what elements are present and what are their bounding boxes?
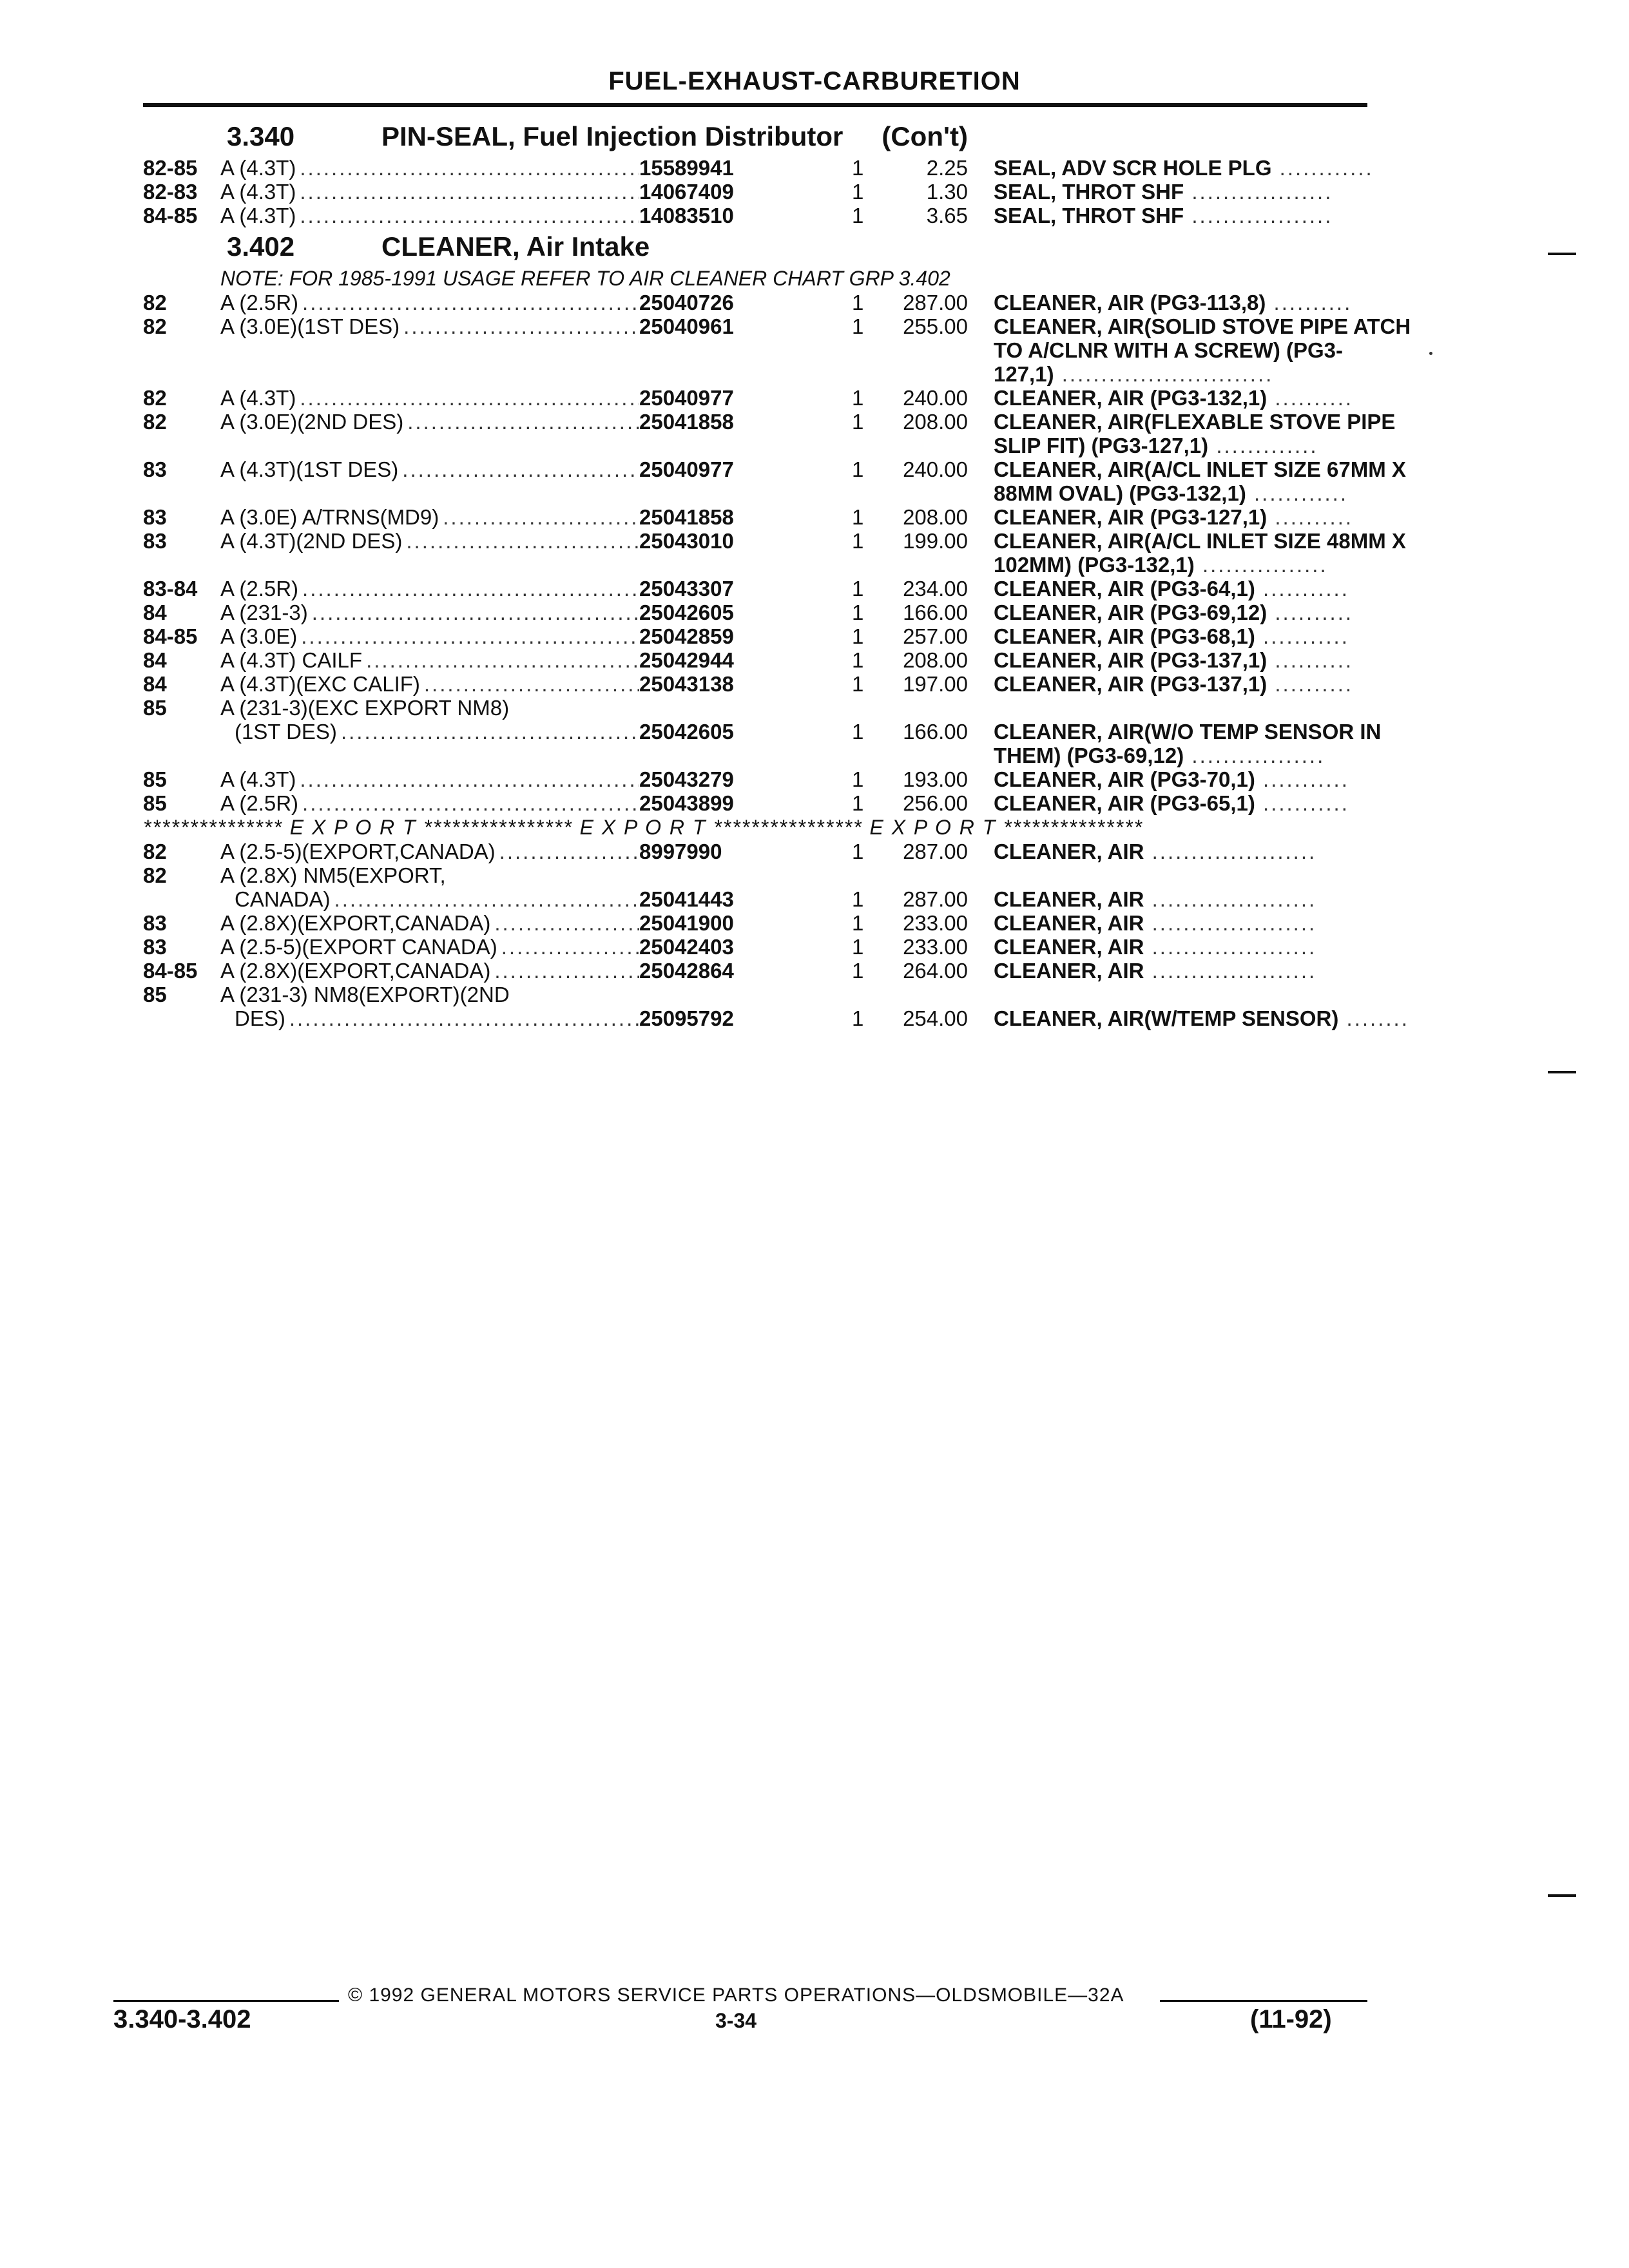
application	[220, 577, 639, 601]
table-row	[143, 648, 1367, 672]
page-header-title: FUEL-EXHAUST-CARBURETION	[608, 67, 1021, 95]
description-text: CLEANER, AIR(A/CL INLET SIZE 48MM X 102MM) (PG3-132,1)	[994, 529, 1406, 577]
list-price: 254.00	[903, 1006, 968, 1030]
section-3-402-rows	[143, 291, 1411, 815]
description-text: SEAL, THROT SHF	[994, 204, 1184, 227]
table-row	[143, 156, 1374, 180]
description-text: CLEANER, AIR	[994, 959, 1144, 983]
leader-dots: .....................	[1144, 959, 1317, 983]
table-row	[143, 180, 1367, 204]
part-number: 25041858	[639, 410, 734, 434]
part-number: 25095792	[639, 1006, 734, 1030]
part-number: 8997990	[639, 840, 722, 863]
part-number: 25042864	[639, 959, 734, 983]
description-text: SEAL, THROT SHF	[994, 180, 1184, 204]
leader-dots: ..................	[1184, 180, 1333, 204]
quantity: 1	[852, 959, 864, 983]
table-row	[143, 601, 1367, 624]
application	[220, 505, 639, 529]
list-price: 208.00	[903, 648, 968, 672]
table-row	[143, 791, 1367, 815]
application	[220, 180, 639, 204]
list-price: 2.25	[926, 156, 968, 180]
table-row	[143, 959, 1367, 983]
description	[994, 672, 1464, 696]
footer-rule-right	[1160, 2000, 1367, 2002]
application-line: A (4.3T) .....	[220, 156, 639, 180]
description	[994, 911, 1464, 935]
table-row	[143, 767, 1367, 791]
application-line: A (3.0E)(1ST DES) .....	[220, 314, 639, 338]
table-row	[143, 457, 1406, 505]
leader-dots: ...........................	[1054, 362, 1274, 386]
quantity: 1	[852, 840, 864, 863]
quantity: 1	[852, 935, 864, 959]
part-number: 25043899	[639, 791, 734, 815]
list-price: 193.00	[903, 767, 968, 791]
quantity: 1	[852, 180, 864, 204]
application-line: A (2.5R) .....	[220, 291, 639, 314]
scan-speck	[1429, 352, 1432, 355]
list-price: 199.00	[903, 529, 968, 553]
application	[220, 457, 639, 505]
application	[220, 935, 639, 959]
description	[994, 624, 1464, 648]
leader-dots: ...........	[1255, 767, 1349, 791]
application-line: A (4.3T)(1ST DES) .....	[220, 457, 639, 481]
part-number: 25042944	[639, 648, 734, 672]
application-line: A (2.5R) .....	[220, 577, 639, 601]
table-row	[143, 863, 1367, 911]
section-number: 3.402	[227, 231, 295, 262]
application	[220, 386, 639, 410]
description	[994, 648, 1464, 672]
application	[220, 672, 639, 696]
description	[994, 696, 1464, 767]
export-rows	[143, 840, 1409, 1030]
list-price: 197.00	[903, 672, 968, 696]
description-text: CLEANER, AIR (PG3-68,1)	[994, 624, 1255, 648]
quantity: 1	[852, 156, 864, 180]
scan-edge-mark	[1548, 1894, 1576, 1897]
application-line: A (4.3T) .....	[220, 386, 639, 410]
part-number: 25043307	[639, 577, 734, 601]
application	[220, 624, 639, 648]
section-title: CLEANER, Air Intake	[381, 231, 650, 262]
description-text: CLEANER, AIR(W/TEMP SENSOR)	[994, 1006, 1339, 1030]
table-row	[143, 672, 1367, 696]
quantity: 1	[852, 529, 864, 553]
application-line: A (2.8X) NM5(EXPORT,	[220, 863, 446, 887]
description	[994, 529, 1464, 577]
application-line: (1ST DES) .....	[220, 720, 639, 744]
application-line: A (2.8X)(EXPORT,CANADA) .....	[220, 911, 639, 935]
part-number: 25041443	[639, 887, 734, 911]
description-text: CLEANER, AIR	[994, 935, 1144, 959]
part-number: 25040977	[639, 457, 734, 481]
section-3-402-heading	[143, 227, 1367, 266]
leader-dots: ...........	[1255, 791, 1349, 815]
list-price: 208.00	[903, 410, 968, 434]
leader-dots: ..........	[1267, 505, 1354, 529]
quantity: 1	[852, 577, 864, 601]
continued-label: (Con't)	[882, 121, 968, 151]
list-price: 3.65	[926, 204, 968, 227]
description-text: CLEANER, AIR(FLEXABLE STOVE PIPE SLIP FIT) (PG3-127,1)	[994, 410, 1396, 457]
leader-dots: ..........	[1267, 386, 1354, 410]
leader-dots: ..................	[1184, 204, 1333, 227]
application	[220, 601, 639, 624]
year-range: 84-85	[143, 204, 198, 227]
description	[994, 457, 1464, 505]
part-number: 14083510	[639, 204, 734, 227]
description-text: CLEANER, AIR	[994, 887, 1144, 911]
year-range: 82	[143, 410, 167, 434]
description-text: CLEANER, AIR(SOLID STOVE PIPE ATCH TO A/CLNR WITH A SCREW) (PG3- 127,1)	[994, 314, 1411, 386]
description-text: CLEANER, AIR (PG3-70,1)	[994, 767, 1255, 791]
description	[994, 577, 1464, 601]
description-text: CLEANER, AIR(W/O TEMP SENSOR IN THEM) (PG3-69,12)	[994, 720, 1382, 767]
description	[994, 180, 1464, 204]
year-range: 82	[143, 863, 167, 887]
leader-dots: .....................	[1144, 840, 1317, 863]
year-range: 85	[143, 696, 167, 720]
application	[220, 314, 639, 386]
quantity: 1	[852, 314, 864, 338]
application	[220, 863, 639, 911]
application-line: A (2.5R) .....	[220, 791, 639, 815]
year-range: 82	[143, 291, 167, 314]
table-row	[143, 935, 1367, 959]
year-range: 83	[143, 457, 167, 481]
list-price: 1.30	[926, 180, 968, 204]
application-line: A (3.0E) .....	[220, 624, 639, 648]
table-row	[143, 204, 1367, 227]
table-row	[143, 314, 1411, 386]
application	[220, 959, 639, 983]
part-number: 25042605	[639, 720, 734, 744]
leader-dots: .....................	[1144, 887, 1317, 911]
list-price: 166.00	[903, 720, 968, 744]
section-number: 3.340	[227, 121, 295, 151]
application	[220, 648, 639, 672]
quantity: 1	[852, 648, 864, 672]
description-text: CLEANER, AIR (PG3-113,8)	[994, 291, 1266, 314]
application-line: A (4.3T) .....	[220, 180, 639, 204]
quantity: 1	[852, 457, 864, 481]
application	[220, 791, 639, 815]
table-row	[143, 291, 1367, 314]
list-price: 255.00	[903, 314, 968, 338]
application	[220, 696, 639, 767]
leader-dots: .....................	[1144, 935, 1317, 959]
quantity: 1	[852, 791, 864, 815]
part-number: 14067409	[639, 180, 734, 204]
table-row	[143, 505, 1367, 529]
application	[220, 410, 639, 457]
description-text: SEAL, ADV SCR HOLE PLG	[994, 156, 1272, 180]
part-number: 25042605	[639, 601, 734, 624]
leader-dots: .....................	[1144, 911, 1317, 935]
part-number: 25042403	[639, 935, 734, 959]
quantity: 1	[852, 410, 864, 434]
year-range: 82-83	[143, 180, 198, 204]
list-price: 240.00	[903, 457, 968, 481]
description-text: CLEANER, AIR (PG3-137,1)	[994, 648, 1268, 672]
list-price: 233.00	[903, 911, 968, 935]
quantity: 1	[852, 672, 864, 696]
table-row	[143, 410, 1396, 457]
part-number: 25040961	[639, 314, 734, 338]
application	[220, 767, 639, 791]
description	[994, 767, 1464, 791]
quantity: 1	[852, 291, 864, 314]
part-number: 25042859	[639, 624, 734, 648]
description-text: CLEANER, AIR	[994, 840, 1144, 863]
part-number: 25040977	[639, 386, 734, 410]
year-range: 82	[143, 386, 167, 410]
description-text: CLEANER, AIR (PG3-137,1)	[994, 672, 1268, 696]
table-row	[143, 529, 1406, 577]
description	[994, 791, 1464, 815]
leader-dots: ...........	[1255, 624, 1349, 648]
year-range: 83	[143, 935, 167, 959]
list-price: 240.00	[903, 386, 968, 410]
part-number: 25040726	[639, 291, 734, 314]
leader-dots: ..........	[1266, 291, 1353, 314]
table-row	[143, 983, 1409, 1030]
table-row	[143, 696, 1382, 767]
description-text: CLEANER, AIR (PG3-69,12)	[994, 601, 1268, 624]
leader-dots: ...........	[1255, 577, 1349, 601]
year-range: 84-85	[143, 959, 198, 983]
quantity: 1	[852, 911, 864, 935]
application-line: A (2.5-5)(EXPORT,CANADA) .....	[220, 840, 639, 863]
description-text: CLEANER, AIR (PG3-64,1)	[994, 577, 1255, 601]
year-range: 82	[143, 314, 167, 338]
application	[220, 983, 639, 1030]
application-line: A (3.0E) A/TRNS(MD9) .....	[220, 505, 639, 529]
application-line: A (2.5-5)(EXPORT CANADA) .....	[220, 935, 639, 959]
header-rule	[143, 103, 1367, 107]
description	[994, 935, 1464, 959]
table-row	[143, 840, 1367, 863]
list-price: 233.00	[903, 935, 968, 959]
application-line: A (3.0E)(2ND DES) .....	[220, 410, 639, 434]
leader-dots: ............	[1271, 156, 1374, 180]
section-3-340-heading	[143, 117, 1367, 156]
year-range: 84-85	[143, 624, 198, 648]
application	[220, 840, 639, 863]
application-line: A (4.3T) .....	[220, 204, 639, 227]
application	[220, 911, 639, 935]
description	[994, 291, 1464, 314]
list-price: 287.00	[903, 291, 968, 314]
application-line: A (4.3T)(EXC CALIF) .....	[220, 672, 639, 696]
application-line: A (4.3T) CAILF .....	[220, 648, 639, 672]
quantity: 1	[852, 767, 864, 791]
footer-section-range: 3.340-3.402	[113, 2005, 251, 2033]
description	[994, 983, 1464, 1030]
year-range: 84	[143, 601, 167, 624]
application-line: A (4.3T)(2ND DES) .....	[220, 529, 639, 553]
description	[994, 156, 1464, 180]
application	[220, 529, 639, 577]
list-price: 166.00	[903, 601, 968, 624]
description-text: CLEANER, AIR (PG3-132,1)	[994, 386, 1268, 410]
table-row	[143, 911, 1367, 935]
quantity: 1	[852, 1006, 864, 1030]
quantity: 1	[852, 887, 864, 911]
application	[220, 156, 639, 180]
application-line: DES) .....	[220, 1006, 639, 1030]
year-range: 83-84	[143, 577, 198, 601]
leader-dots: ................	[1194, 553, 1328, 577]
year-range: 83	[143, 505, 167, 529]
description	[994, 601, 1464, 624]
list-price: 257.00	[903, 624, 968, 648]
list-price: 264.00	[903, 959, 968, 983]
part-number: 15589941	[639, 156, 734, 180]
list-price: 287.00	[903, 887, 968, 911]
year-range: 85	[143, 791, 167, 815]
description	[994, 386, 1464, 410]
description-text: CLEANER, AIR(A/CL INLET SIZE 67MM X 88MM OVAL) (PG3-132,1)	[994, 457, 1406, 505]
year-range: 82-85	[143, 156, 198, 180]
description	[994, 959, 1464, 983]
description-text: CLEANER, AIR (PG3-127,1)	[994, 505, 1268, 529]
footer-copyright: © 1992 GENERAL MOTORS SERVICE PARTS OPERATIONS—OLDSMOBILE—32A	[348, 1984, 1124, 2006]
quantity: 1	[852, 720, 864, 744]
footer-rule-left	[113, 2000, 339, 2002]
application	[220, 204, 639, 227]
parts-listing	[143, 117, 1411, 1030]
description	[994, 204, 1464, 227]
section-note: NOTE: FOR 1985-1991 USAGE REFER TO AIR CLEANER CHART GRP 3.402	[220, 267, 950, 290]
list-price: 287.00	[903, 840, 968, 863]
description	[994, 505, 1464, 529]
year-range: 83	[143, 529, 167, 553]
application-line: A (231-3) NM8(EXPORT)(2ND	[220, 983, 510, 1006]
list-price: 208.00	[903, 505, 968, 529]
quantity: 1	[852, 601, 864, 624]
scan-edge-mark	[1548, 1071, 1576, 1073]
description	[994, 314, 1464, 386]
export-separator: *************** E X P O R T **************** E X P O R T **************** E X P O R T ***************	[143, 816, 1143, 839]
leader-dots: ..........	[1267, 648, 1354, 672]
leader-dots: ............	[1246, 481, 1349, 505]
leader-dots: ........	[1338, 1006, 1409, 1030]
quantity: 1	[852, 624, 864, 648]
quantity: 1	[852, 204, 864, 227]
description	[994, 410, 1464, 457]
description-text: CLEANER, AIR	[994, 911, 1144, 935]
application	[220, 291, 639, 314]
leader-dots: .................	[1184, 744, 1325, 767]
year-range: 85	[143, 983, 167, 1006]
section-3-340-rows	[143, 156, 1374, 227]
description	[994, 863, 1464, 911]
year-range: 85	[143, 767, 167, 791]
part-number: 25043138	[639, 672, 734, 696]
footer-date: (11-92)	[1250, 2005, 1332, 2033]
description-text: CLEANER, AIR (PG3-65,1)	[994, 791, 1255, 815]
part-number: 25041900	[639, 911, 734, 935]
part-number: 25043279	[639, 767, 734, 791]
leader-dots: .............	[1208, 434, 1318, 457]
year-range: 82	[143, 840, 167, 863]
application-line: A (4.3T) .....	[220, 767, 639, 791]
application-line: A (231-3) .....	[220, 601, 639, 624]
description	[994, 840, 1464, 863]
leader-dots: ..........	[1267, 672, 1354, 696]
year-range: 84	[143, 672, 167, 696]
application-line: A (2.8X)(EXPORT,CANADA) .....	[220, 959, 639, 983]
table-row	[143, 386, 1367, 410]
quantity: 1	[852, 505, 864, 529]
scan-edge-mark	[1548, 253, 1576, 255]
list-price: 256.00	[903, 791, 968, 815]
application-line: A (231-3)(EXC EXPORT NM8)	[220, 696, 510, 720]
part-number: 25041858	[639, 505, 734, 529]
year-range: 84	[143, 648, 167, 672]
list-price: 234.00	[903, 577, 968, 601]
year-range: 83	[143, 911, 167, 935]
table-row	[143, 624, 1367, 648]
application-line: CANADA) .....	[220, 887, 639, 911]
quantity: 1	[852, 386, 864, 410]
table-row	[143, 577, 1367, 601]
footer-page-number: 3-34	[715, 2009, 757, 2032]
leader-dots: ..........	[1267, 601, 1354, 624]
part-number: 25043010	[639, 529, 734, 553]
section-title: PIN-SEAL, Fuel Injection Distributor	[381, 121, 843, 151]
